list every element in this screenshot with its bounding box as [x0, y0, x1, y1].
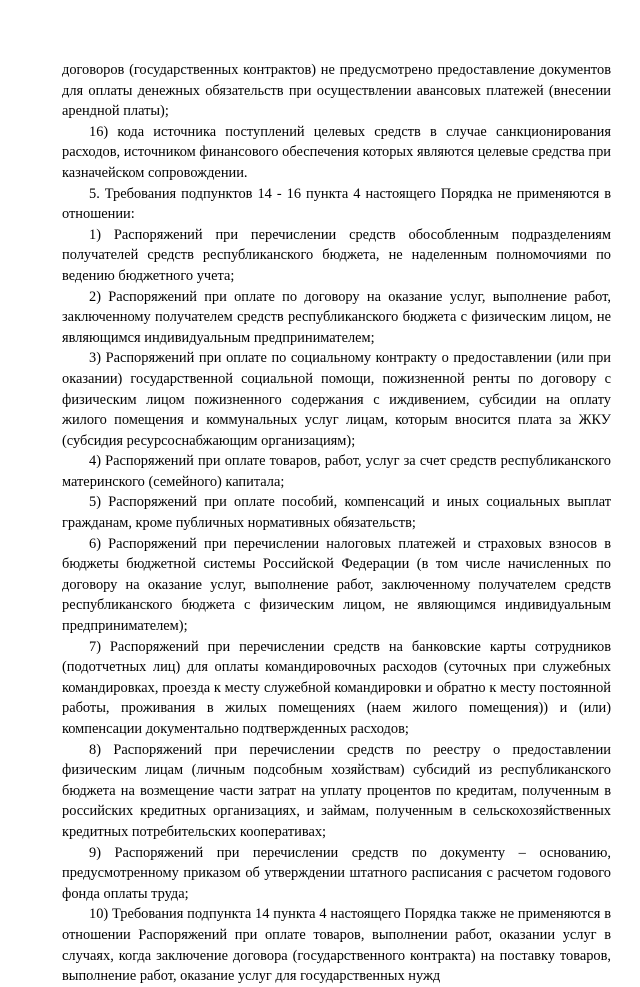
- paragraph-5: 5. Требования подпунктов 14 - 16 пункта 4 настоящего Порядка не применяются в отношении:: [62, 185, 611, 223]
- list-item-10: 10) Требования подпункта 14 пункта 4 настоящего Порядка также не применяются в отношении Распоряжений при оплате товаров, выполнении работ, оказании услуг в случаях, когда заключение договора (государственного контракта) на поставку товаров, выполнение работ, оказание услуг для государственных нужд: [62, 906, 611, 985]
- list-item-8: 8) Распоряжений при перечислении средств по реестру о предоставлении физическим лицам (личным подсобным хозяйствам) субсидий из республиканского бюджета на возмещение части затрат на уплату процентов по кредитам, полученным в российских кредитных организациях, и займам, полученным в сельскохозяйственных кредитных потребительских кооперативах;: [62, 741, 611, 840]
- document-page: [62, 60, 611, 987]
- list-item-1: 1) Распоряжений при перечислении средств обособленным подразделениям получателей средств республиканского бюджета, не наделенным полномочиями по ведению бюджетного учета;: [62, 226, 611, 284]
- paragraph-16: 16) кода источника поступлений целевых средств в случае санкционирования расходов, источником финансового обеспечения которых являются целевые средства при казначейском сопровождении.: [62, 123, 611, 181]
- paragraph-continuation: договоров (государственных контрактов) не предусмотрено предоставление документов для оплаты денежных обязательств при осуществлении авансовых платежей (внесении арендной платы);: [62, 62, 611, 120]
- list-item-4: 4) Распоряжений при оплате товаров, работ, услуг за счет средств республиканского материнского (семейного) капитала;: [62, 453, 611, 490]
- list-item-5: 5) Распоряжений при оплате пособий, компенсаций и иных социальных выплат гражданам, кроме публичных нормативных обязательств;: [62, 494, 611, 532]
- list-item-6: 6) Распоряжений при перечислении налоговых платежей и страховых взносов в бюджеты бюджетной системы Российской Федерации (в том числе начисленных по договору на оказание услуг, выполнение работ, заключенному получателем средств республиканского бюджета с физическим лицом, не являющимся индивидуальным предпринимателем);: [62, 535, 611, 635]
- list-item-7: 7) Распоряжений при перечислении средств на банковские карты сотрудников (подотчетных лиц) для оплаты командировочных расходов (суточных при служебных командировках, проезда к месту служебной командировки и обратно к месту постоянной работы, проживания в жилых помещениях (наем жилого помещения)) и (или) компенсации документально подтвержденных расходов;: [62, 638, 611, 737]
- list-item-9: 9) Распоряжений при перечислении средств по документу – основанию, предусмотренному приказом об утверждении штатного расписания с расчетом годового фонда оплаты труда;: [62, 844, 611, 902]
- list-item-3: 3) Распоряжений при оплате по социальному контракту о предоставлении (или при оказании) государственной социальной помощи, пожизненной ренты по договору с физическим лицом пожизненного содержания с иждивением, субсидии на оплату жилого помещения и коммунальных услуг лицам, которым вносится плата за ЖКУ (субсидия ресурсоснабжающим организациям);: [62, 350, 611, 449]
- list-item-2: 2) Распоряжений при оплате по договору на оказание услуг, выполнение работ, заключенному получателем средств республиканского бюджета с физическим лицом, не являющимся индивидуальным предпринимателем;: [62, 288, 611, 346]
